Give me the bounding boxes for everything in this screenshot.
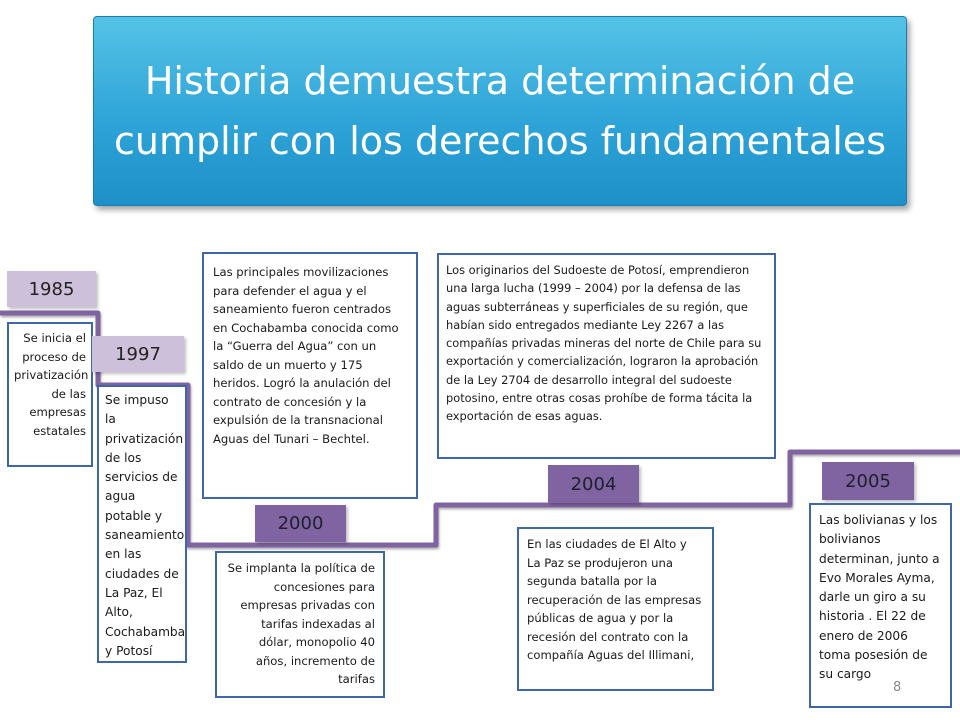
year-label-1985: 1985 — [7, 271, 96, 307]
event-note-2005: Las bolivianas y los bolivianos determinan, junto a Evo Morales Ayma, darle un giro a su historia . El 22 de enero de 2006 toma posesión de su cargo — [809, 503, 952, 708]
year-label-2000: 2000 — [255, 505, 346, 542]
page-number: 8 — [893, 680, 902, 695]
event-note-2000-bottom: Se implanta la política de concesiones para empresas privadas con tarifas indexadas al dólar, monopolio 40 años, incremento de tarifas — [215, 551, 385, 698]
event-note-1997: Se impuso la privatización de los servicios de agua potable y saneamiento en las ciudades de La Paz, El Alto, Cochabamba y Potosí — [97, 385, 187, 663]
event-note-2004-top: Los originarios del Sudoeste de Potosí, emprendieron una larga lucha (1999 – 2004) por la defensa de las aguas subterráneas y superficiales de su región, que habían sido entregados mediante Ley 2267 a las compañías privadas mineras del norte de Chile para su exportación y comercialización, lograron la aprobación de la Ley 2704 de desarrollo integral del sudoeste potosino, entre otras cosas prohíbe de forma tácita la exportación de esas aguas. — [437, 253, 776, 459]
year-label-2005: 2005 — [822, 462, 914, 500]
year-label-1997: 1997 — [92, 336, 184, 372]
event-note-2004-bottom: En las ciudades de El Alto y La Paz se produjeron una segunda batalla por la recuperación de las empresas públicas de agua y por la recesión del contrato con la compañía Aguas del Illimani, — [517, 527, 714, 691]
year-label-2004: 2004 — [548, 465, 639, 503]
event-note-1985: Se inicia el proceso de privatización de las empresas estatales — [7, 322, 93, 467]
slide-title: Historia demuestra determinación de cumplir con los derechos fundamentales — [113, 59, 887, 163]
event-note-2000-top: Las principales movilizaciones para defender el agua y el saneamiento fueron centrados en Cochabamba conocida como la “Guerra del Agua” con un saldo de un muerto y 175 heridos. Logró la anulación del contrato de concesión y la expulsión de la transnacional Aguas del Tunari – Bechtel. — [202, 252, 418, 499]
